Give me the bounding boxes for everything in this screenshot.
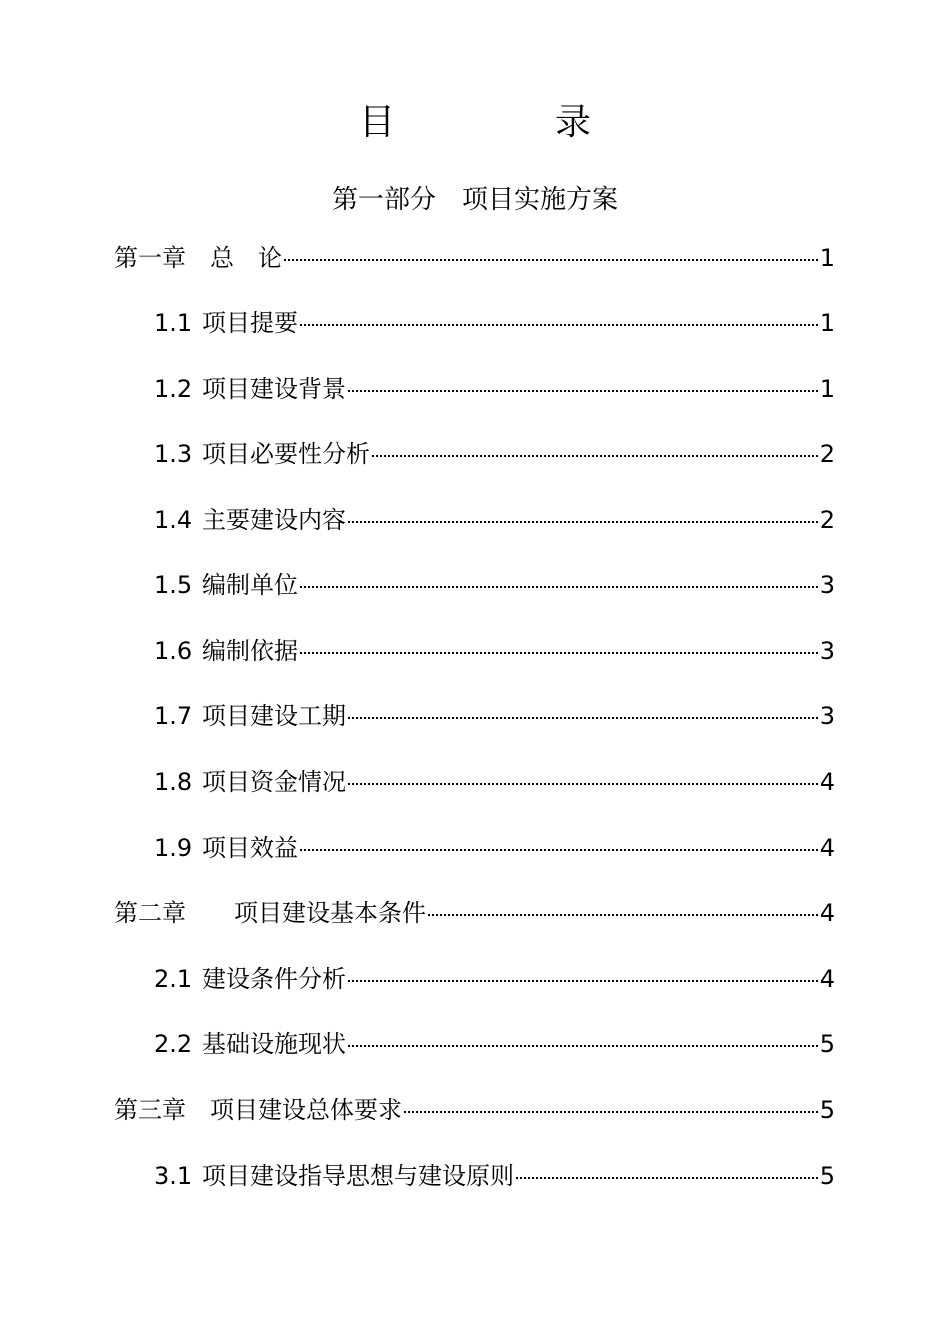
toc-entry-3-1[interactable] [154,1154,835,1198]
toc-entry-text: 基础设施现状 [202,1030,346,1058]
toc-leader-dots [348,390,818,392]
toc-section-number: 1.1 [154,309,193,337]
toc-entry-text: 项目建设工期 [202,702,346,730]
toc-entry-text: 项目建设指导思想与建设原则 [202,1162,514,1190]
toc-page-number: 4 [819,834,835,862]
toc-entry-text: 建设条件分析 [202,965,346,993]
toc-entry-text: 第一章 总 论 [114,244,282,272]
toc-entry-text: 项目效益 [202,834,298,862]
toc-page-number: 2 [819,440,835,468]
toc-leader-dots [372,455,818,457]
toc-entry-text: 第三章 项目建设总体要求 [114,1096,402,1124]
toc-entry-text: 主要建设内容 [202,506,346,534]
toc-section-number: 1.6 [154,637,193,665]
toc-leader-dots [300,652,818,654]
toc-page-number: 3 [819,702,835,730]
toc-page-number: 3 [819,637,835,665]
toc-page-number: 1 [819,309,835,337]
toc-page-number: 5 [819,1030,835,1058]
toc-entry-text: 项目必要性分析 [202,440,370,468]
toc-entry-1-4[interactable] [154,498,835,542]
toc-page-number: 4 [819,965,835,993]
toc-page-number: 1 [819,375,835,403]
toc-leader-dots [348,783,818,785]
toc-entry-text: 项目资金情况 [202,768,346,796]
toc-leader-dots [348,717,818,719]
toc-entry-chapter-3[interactable] [114,1088,835,1132]
toc-entry-2-1[interactable] [154,957,835,1001]
toc-leader-dots [300,324,818,326]
toc-leader-dots [300,586,818,588]
toc-page-number: 3 [819,571,835,599]
toc-leader-dots [428,914,818,916]
toc-entry-1-1[interactable] [154,301,835,345]
toc-leader-dots [284,259,818,261]
toc-entry-chapter-1[interactable] [114,236,835,280]
toc-entry-1-7[interactable] [154,694,835,738]
part-title: 第一部分 项目实施方案 [331,185,618,215]
toc-section-number: 1.2 [154,375,193,403]
toc-leader-dots [348,1045,818,1047]
toc-section-number: 1.8 [154,768,193,796]
toc-leader-dots [348,521,818,523]
page-title: 目 录 [358,102,653,143]
toc-entry-1-5[interactable] [154,563,835,607]
toc-entry-1-6[interactable] [154,629,835,673]
toc-leader-dots [516,1177,818,1179]
toc-leader-dots [300,849,818,851]
toc-page-number: 5 [819,1096,835,1124]
toc-section-number: 1.5 [154,571,193,599]
toc-leader-dots [348,980,818,982]
toc-entry-text: 项目建设背景 [202,375,346,403]
toc-entry-text: 编制单位 [202,571,298,599]
toc-page-number: 2 [819,506,835,534]
toc-section-number: 1.9 [154,834,193,862]
toc-page-number: 4 [819,899,835,927]
toc-page-number: 1 [819,244,835,272]
toc-entry-2-2[interactable] [154,1022,835,1066]
toc-section-number: 1.7 [154,702,193,730]
toc-entry-1-3[interactable] [154,432,835,476]
toc-entry-text: 编制依据 [202,637,298,665]
toc-entry-text: 项目提要 [202,309,298,337]
toc-section-number: 2.1 [154,965,193,993]
toc-entry-1-8[interactable] [154,760,835,804]
toc-page-number: 5 [819,1162,835,1190]
toc-section-number: 3.1 [154,1162,193,1190]
toc-leader-dots [404,1111,818,1113]
toc-section-number: 2.2 [154,1030,193,1058]
toc-entry-chapter-2[interactable] [114,891,835,935]
toc-section-number: 1.4 [154,506,193,534]
toc-entry-text: 第二章 项目建设基本条件 [114,899,426,927]
toc-section-number: 1.3 [154,440,193,468]
toc-entry-1-9[interactable] [154,826,835,870]
toc-entry-1-2[interactable] [154,367,835,411]
toc-page-number: 4 [819,768,835,796]
